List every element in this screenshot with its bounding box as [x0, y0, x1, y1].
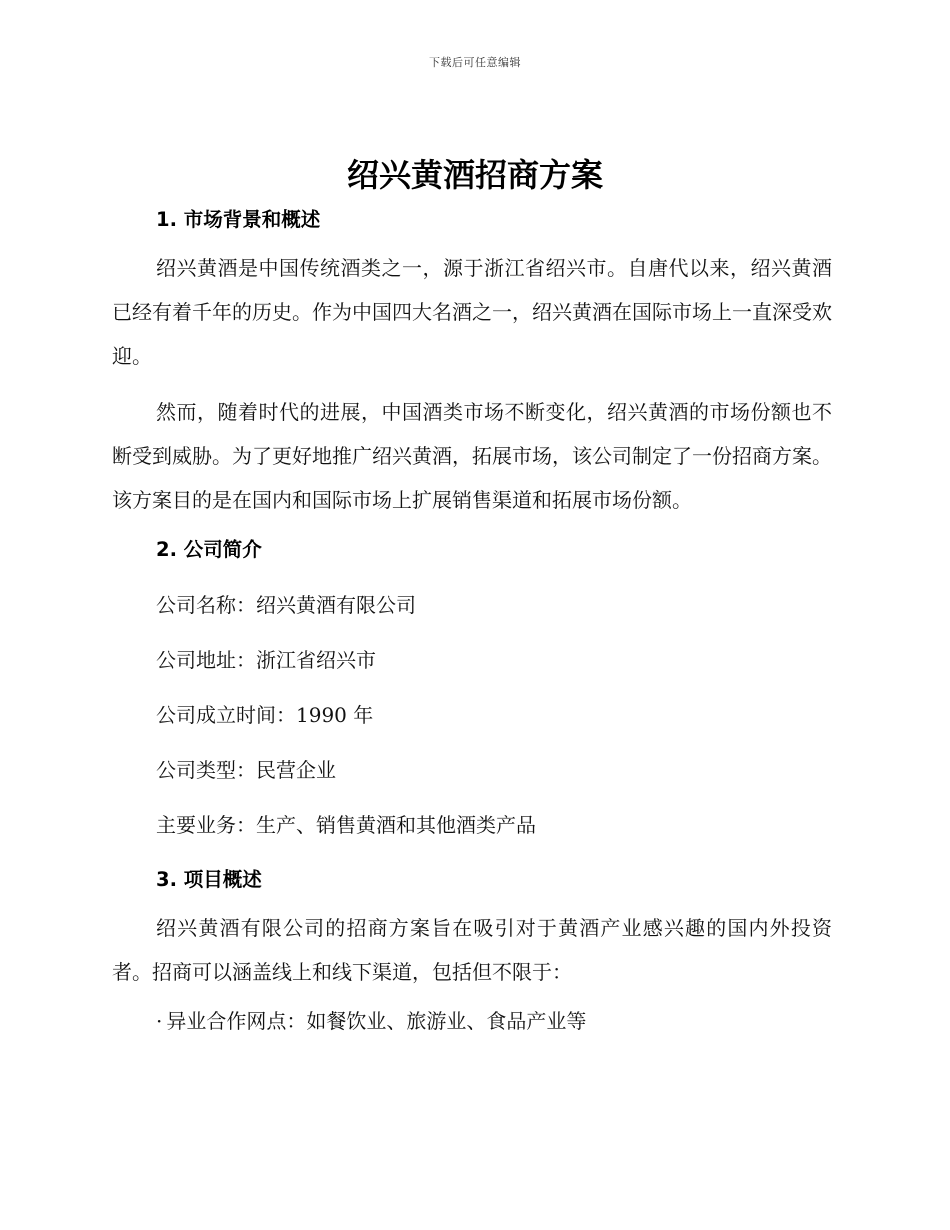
document-title: 绍兴黄酒招商方案	[346, 156, 603, 194]
header-note: 下载后可任意编辑	[429, 56, 521, 69]
paragraph: 然而，随着时代的进展，中国酒类市场不断变化，绍兴黄酒的市场份额也不断受到威胁。为了更好地推广绍兴黄酒，拓展市场，该公司制定了一份招商方案。该方案目的是在国内和国际市场上扩展销售渠道和拓展市场份额。	[112, 400, 832, 512]
section-heading: 2. 公司简介	[156, 538, 262, 561]
company-business-line: 主要业务：生产、销售黄酒和其他酒类产品	[156, 813, 536, 837]
list-item	[112, 1006, 832, 1036]
company-address-line: 公司地址：浙江省绍兴市	[156, 648, 376, 672]
paragraph: 绍兴黄酒有限公司的招商方案旨在吸引对于黄酒产业感兴趣的国内外投资者。招商可以涵盖线上和线下渠道，包括但不限于：	[112, 916, 832, 984]
section-company-intro	[112, 535, 832, 840]
paragraph: 绍兴黄酒是中国传统酒类之一，源于浙江省绍兴市。自唐代以来，绍兴黄酒已经有着千年的历史。作为中国四大名酒之一，绍兴黄酒在国际市场上一直深受欢迎。	[112, 256, 832, 368]
document-body	[112, 205, 832, 1036]
section-market-background	[112, 205, 832, 522]
company-name-line: 公司名称：绍兴黄酒有限公司	[156, 593, 416, 617]
section-heading: 1. 市场背景和概述	[156, 208, 321, 231]
bullet-icon: ·	[156, 1009, 163, 1033]
section-project-overview	[112, 865, 832, 1036]
section-heading: 3. 项目概述	[156, 868, 262, 891]
company-founded-line: 公司成立时间：1990 年	[156, 703, 374, 727]
company-type-line: 公司类型：民营企业	[156, 758, 336, 782]
list-item-text: 异业合作网点：如餐饮业、旅游业、食品产业等	[166, 1009, 587, 1033]
